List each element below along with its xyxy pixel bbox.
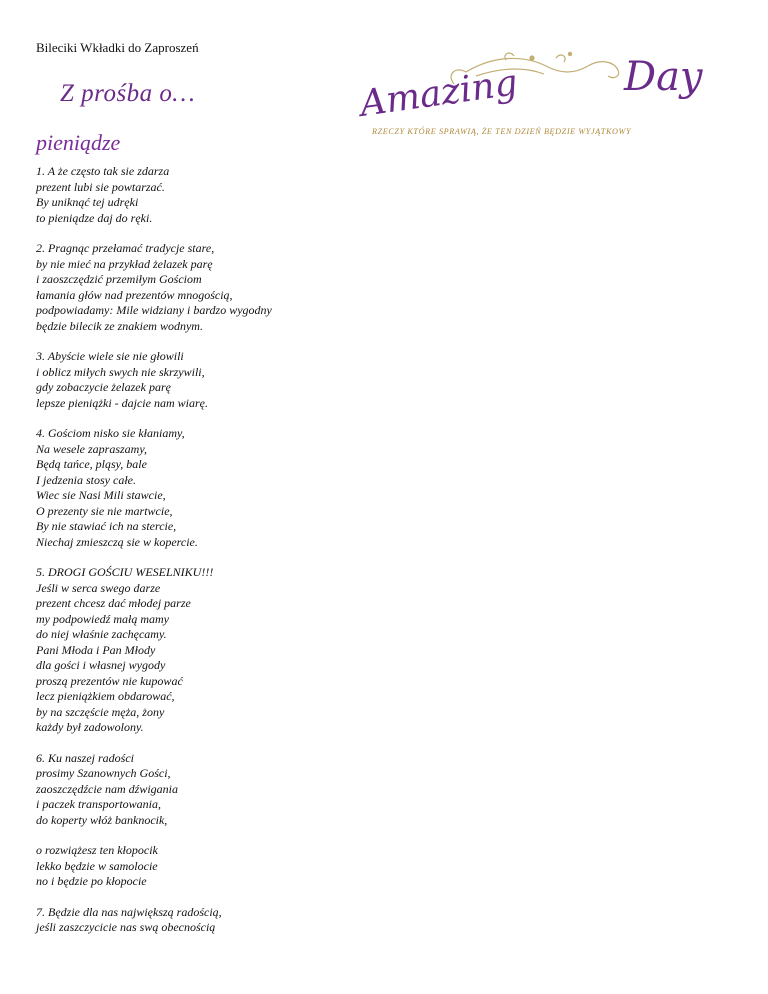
poem-stanza: [36, 349, 366, 411]
poem-line: Jeśli w serca swego darze: [36, 580, 161, 595]
poem-line: Pani Młoda i Pan Młody: [36, 642, 156, 657]
poem-line: 5. DROGI GOŚCIU WESELNIKU!!!: [36, 565, 214, 579]
poem-line: prezent lubi sie powtarzać.: [36, 179, 165, 194]
poem-line: Na wesele zapraszamy,: [36, 441, 147, 456]
poem-stanza: [36, 565, 366, 736]
poem-line: 6. Ku naszej radości: [36, 750, 135, 765]
poem-line: i zaoszczędzić przemiłym Gościom: [36, 272, 202, 286]
poem-line: O prezenty sie nie martwcie,: [36, 503, 173, 518]
poem-line: lekko będzie w samolocie: [36, 858, 158, 873]
poem-line: I jedzenia stosy całe.: [36, 472, 136, 487]
poem-line: 3. Abyście wiele sie nie głowili: [36, 349, 184, 363]
poem-line: Niechaj zmieszczą sie w kopercie.: [36, 534, 198, 549]
logo-word-amazing: Amazing: [357, 62, 521, 125]
poem-stanza: [36, 426, 366, 550]
section-title: pieniądze: [36, 130, 121, 155]
subtitle: Z prośba o…: [60, 80, 196, 107]
poem-line: proszą prezentów nie kupować: [36, 673, 183, 688]
poem-line: prosimy Szanownych Gości,: [36, 766, 171, 780]
poems-list: [36, 164, 366, 951]
poem-line: 1. A że często tak sie zdarza: [36, 164, 170, 178]
poem-line: Wiec sie Nasi Mili stawcie,: [36, 488, 166, 502]
poem-stanza: [36, 905, 366, 936]
poem-line: to pieniądze daj do ręki.: [36, 210, 153, 225]
poem-line: gdy zobaczycie żelazek parę: [36, 380, 171, 394]
poem-line: do koperty włóż banknocik,: [36, 812, 168, 827]
poem-line: by nie mieć na przykład żelazek parę: [36, 256, 213, 271]
poem-line: podpowiadamy: Mile widziany i bardzo wygodny: [36, 303, 272, 317]
poem-line: łamania głów nad prezentów mnogością,: [36, 287, 233, 302]
poem-line: Będą tańce, pląsy, bale: [36, 457, 147, 471]
poem-line: i oblicz miłych swych nie skrzywili,: [36, 364, 205, 379]
poem-line: By uniknąć tej udręki: [36, 195, 139, 209]
poem-line: 4. Gościom nisko sie kłaniamy,: [36, 426, 185, 440]
poem-line: lepsze pieniążki - dajcie nam wiarę.: [36, 395, 208, 410]
poem-stanza: [36, 843, 366, 890]
poem-line: By nie stawiać ich na stercie,: [36, 519, 177, 533]
poem-line: 7. Będzie dla nas największą radością,: [36, 904, 222, 919]
logo-tagline: RZECZY KTÓRE SPRAWIĄ, ŻE TEN DZIEŃ BĘDZIE WYJĄTKOWY: [372, 127, 632, 136]
poem-line: 2. Pragnąc przełamać tradycje stare,: [36, 241, 215, 255]
poem-line: o rozwiążesz ten kłopocik: [36, 843, 158, 857]
poem-line: do niej właśnie zachęcamy.: [36, 627, 167, 641]
poem-line: zaoszczędźcie nam dźwigania: [36, 781, 178, 796]
poem-line: będzie bilecik ze znakiem wodnym.: [36, 318, 203, 333]
poem-line: każdy był zadowolony.: [36, 720, 144, 734]
poem-stanza: [36, 164, 366, 226]
poem-line: by na szczęście męża, żony: [36, 704, 165, 719]
poem-line: no i będzie po kłopocie: [36, 874, 147, 888]
poem-line: prezent chcesz dać młodej parze: [36, 596, 191, 610]
poem-line: lecz pieniążkiem obdarować,: [36, 689, 175, 703]
poem-line: my podpowiedź małą mamy: [36, 611, 169, 626]
poem-line: dla gości i własnej wygody: [36, 658, 166, 672]
document-header: Bileciki Wkładki do Zaproszeń: [36, 40, 199, 55]
poem-stanza: [36, 751, 366, 829]
poem-stanza: [36, 241, 366, 334]
poem-line: i paczek transportowania,: [36, 797, 161, 811]
logo-word-day: Day: [624, 54, 703, 100]
amazing-day-logo: [356, 44, 732, 140]
poem-line: jeśli zaszczycicie nas swą obecnością: [36, 920, 216, 934]
